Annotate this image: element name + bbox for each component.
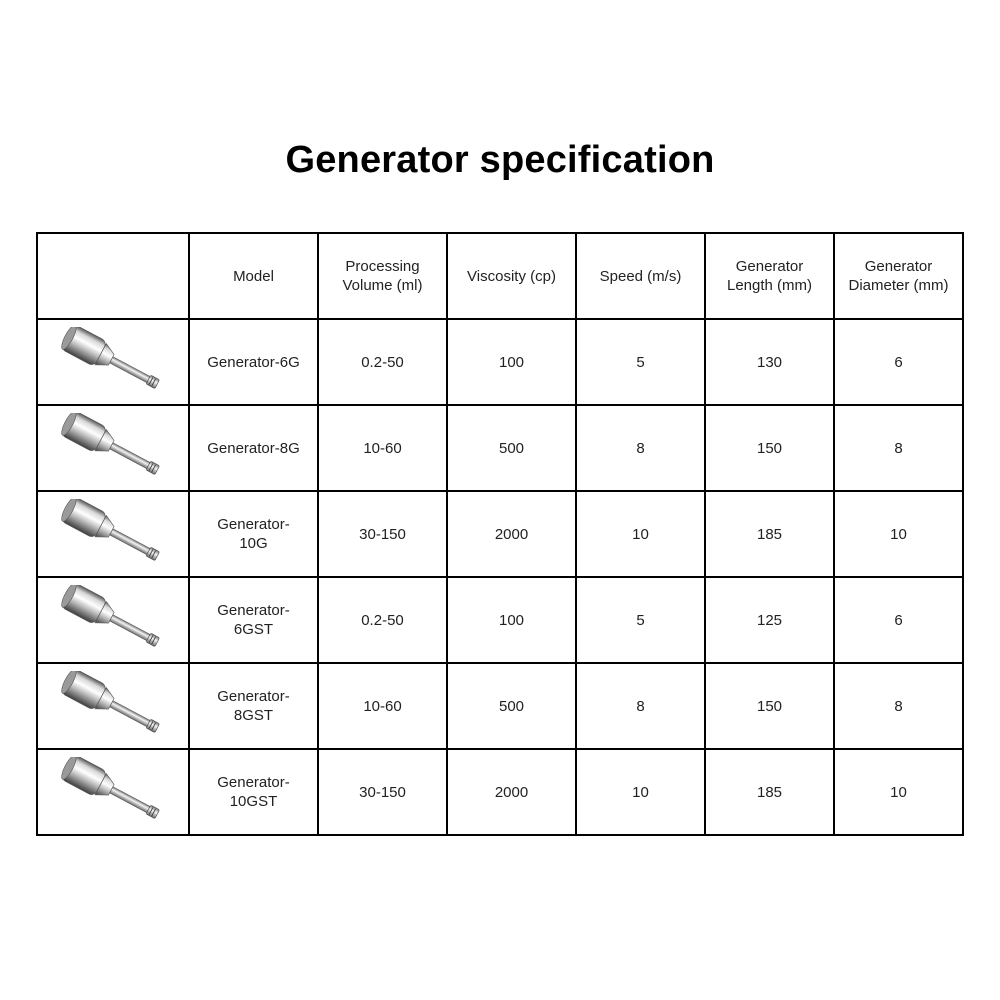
generator-probe-icon	[58, 413, 168, 483]
processing-volume-cell: 30-150	[318, 491, 447, 577]
viscosity-cell: 100	[447, 577, 576, 663]
table-header-row	[37, 233, 963, 319]
speed-cell: 5	[576, 577, 705, 663]
generator-probe-icon	[58, 585, 168, 655]
processing-volume-cell: 0.2-50	[318, 319, 447, 405]
model-cell: Generator-6G	[189, 319, 318, 405]
speed-cell: 10	[576, 749, 705, 835]
viscosity-cell: 500	[447, 663, 576, 749]
table-row	[37, 749, 963, 835]
image-cell	[37, 319, 189, 405]
diameter-cell: 6	[834, 319, 963, 405]
header-generator-length: Generator Length (mm)	[705, 233, 834, 319]
table-row	[37, 405, 963, 491]
diameter-cell: 10	[834, 491, 963, 577]
processing-volume-cell: 30-150	[318, 749, 447, 835]
viscosity-cell: 100	[447, 319, 576, 405]
generator-probe-icon	[58, 757, 168, 827]
image-cell	[37, 577, 189, 663]
length-cell: 185	[705, 749, 834, 835]
image-cell	[37, 405, 189, 491]
model-cell: Generator- 6GST	[189, 577, 318, 663]
image-cell	[37, 491, 189, 577]
speed-cell: 8	[576, 663, 705, 749]
viscosity-cell: 500	[447, 405, 576, 491]
table-row	[37, 491, 963, 577]
table-row	[37, 319, 963, 405]
header-processing-volume: Processing Volume (ml)	[318, 233, 447, 319]
header-speed: Speed (m/s)	[576, 233, 705, 319]
generator-probe-icon	[58, 327, 168, 397]
speed-cell: 8	[576, 405, 705, 491]
processing-volume-cell: 10-60	[318, 405, 447, 491]
image-cell	[37, 663, 189, 749]
model-cell: Generator- 8GST	[189, 663, 318, 749]
speed-cell: 5	[576, 319, 705, 405]
length-cell: 150	[705, 405, 834, 491]
generator-probe-icon	[58, 499, 168, 569]
header-viscosity: Viscosity (cp)	[447, 233, 576, 319]
model-cell: Generator-8G	[189, 405, 318, 491]
viscosity-cell: 2000	[447, 491, 576, 577]
table-row	[37, 663, 963, 749]
length-cell: 125	[705, 577, 834, 663]
length-cell: 185	[705, 491, 834, 577]
generator-probe-icon	[58, 671, 168, 741]
header-image-cell	[37, 233, 189, 319]
table-row	[37, 577, 963, 663]
diameter-cell: 8	[834, 405, 963, 491]
processing-volume-cell: 10-60	[318, 663, 447, 749]
diameter-cell: 6	[834, 577, 963, 663]
image-cell	[37, 749, 189, 835]
model-cell: Generator- 10GST	[189, 749, 318, 835]
length-cell: 150	[705, 663, 834, 749]
diameter-cell: 10	[834, 749, 963, 835]
viscosity-cell: 2000	[447, 749, 576, 835]
spec-table	[36, 232, 964, 836]
processing-volume-cell: 0.2-50	[318, 577, 447, 663]
model-cell: Generator- 10G	[189, 491, 318, 577]
speed-cell: 10	[576, 491, 705, 577]
header-generator-diameter: Generator Diameter (mm)	[834, 233, 963, 319]
length-cell: 130	[705, 319, 834, 405]
header-model: Model	[189, 233, 318, 319]
diameter-cell: 8	[834, 663, 963, 749]
page-title: Generator specification	[285, 139, 715, 181]
